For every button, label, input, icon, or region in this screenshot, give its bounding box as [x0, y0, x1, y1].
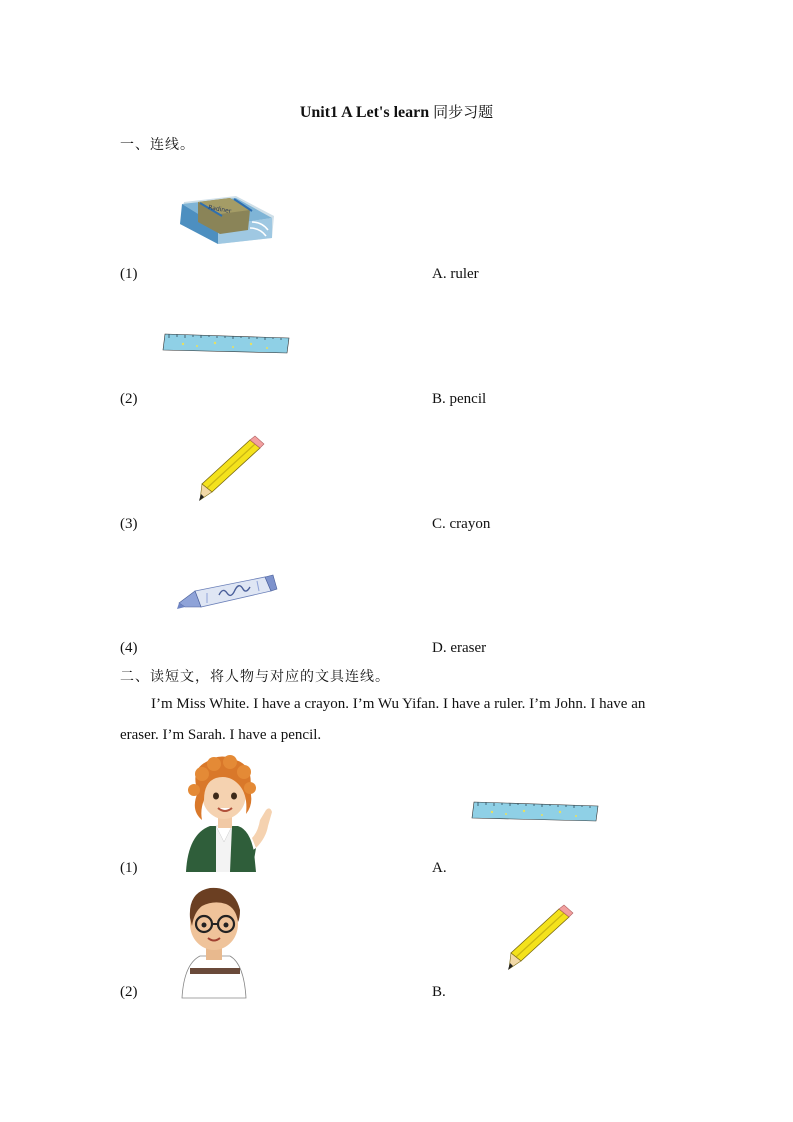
s1-item2-number: (2): [120, 391, 138, 407]
pencil-icon: [198, 436, 264, 502]
section1-heading: 一、连线。: [120, 137, 195, 153]
reading-passage: I’m Miss White. I have a crayon. I’m Wu Yifan. I have a ruler. I’m John. I have an eraser. I’m Sarah. I have a pencil.: [120, 696, 646, 743]
s1-item3-number: (3): [120, 516, 138, 532]
s1-option-c: C. crayon: [432, 516, 491, 532]
title-cn: 同步习题: [433, 103, 494, 121]
section2-heading: 二、读短文，将人物与对应的文具连线。: [120, 669, 390, 685]
s2-option-b: B.: [432, 984, 446, 1000]
s1-item4-number: (4): [120, 640, 138, 656]
pencil-icon: [507, 905, 573, 971]
s1-option-b: B. pencil: [432, 391, 487, 407]
s2-item1-number: (1): [120, 860, 138, 876]
s2-item2-number: (2): [120, 984, 138, 1000]
title-main: Unit1 A Let's learn: [299, 104, 430, 121]
s1-option-d: D. eraser: [432, 640, 487, 656]
s1-item1-number: (1): [120, 266, 138, 282]
s1-option-a: A. ruler: [432, 266, 479, 282]
ruler-icon: [163, 331, 291, 355]
crayon-icon: [177, 575, 277, 611]
s2-option-a: A.: [432, 860, 447, 876]
ruler-icon: [472, 799, 600, 823]
boy-with-glasses-icon: [180, 884, 250, 998]
svg-text:Radiner: Radiner: [207, 204, 232, 215]
page-title: [0, 101, 793, 122]
teacher-miss-white-icon: [180, 756, 275, 872]
eraser-icon: [178, 192, 276, 246]
